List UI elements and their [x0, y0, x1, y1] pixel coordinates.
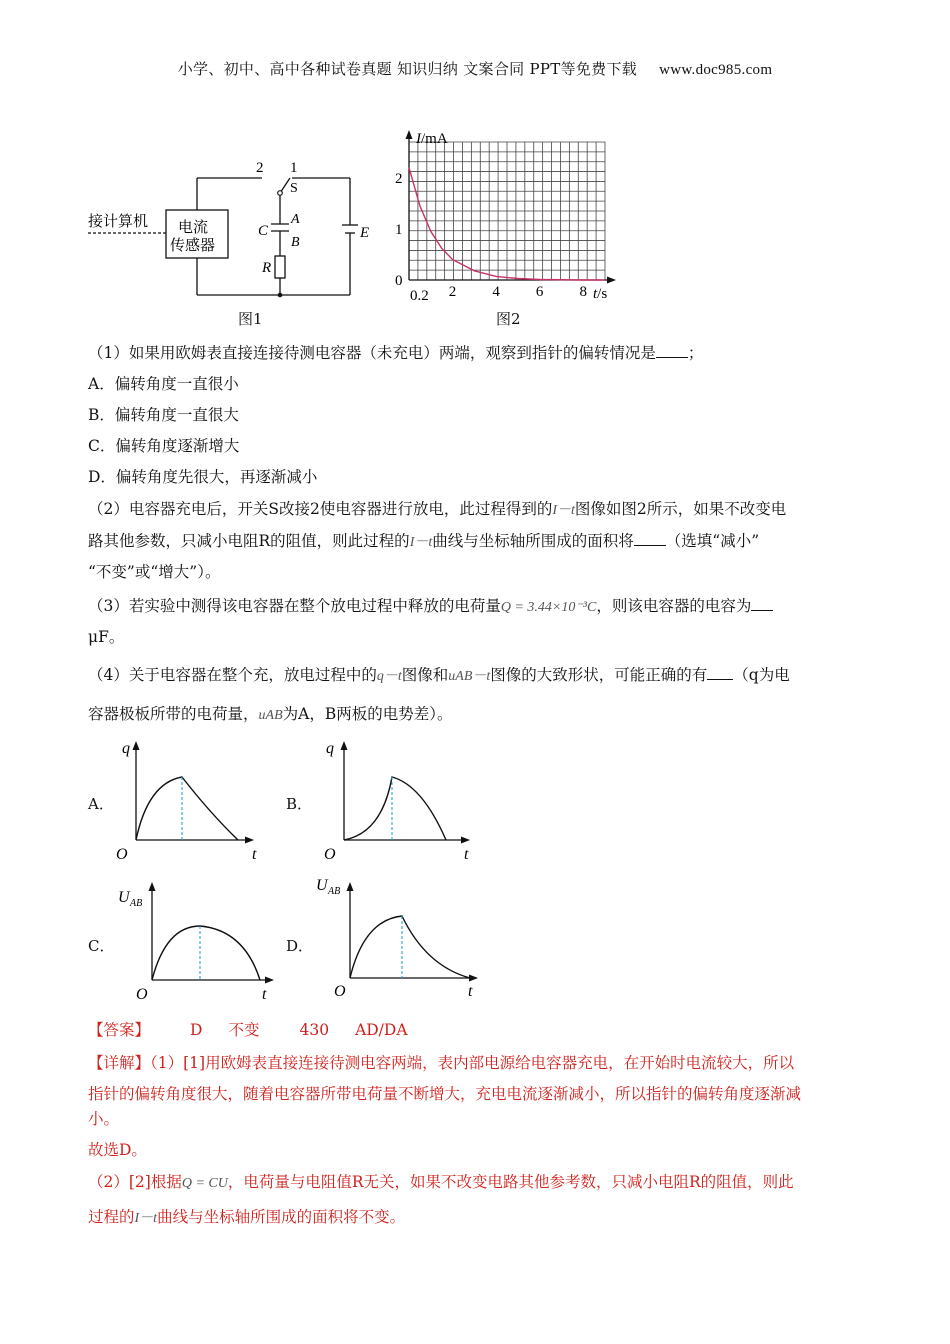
svg-text:q: q: [122, 740, 130, 757]
svg-text:q: q: [326, 740, 334, 757]
svg-text:AB: AB: [130, 898, 143, 909]
q1-option-d: D．偏转角度先很大，再逐渐减小: [88, 468, 318, 486]
q1-stem: （1）如果用欧姆表直接连接待测电容器（未充电）两端，观察到指针的偏转情况是: [88, 344, 656, 362]
switch-pivot: [278, 191, 283, 196]
detail-tag: 【详解】: [88, 1054, 151, 1072]
switch-pos-2: 2: [256, 160, 264, 176]
q1-answer-blank[interactable]: [656, 343, 688, 358]
q1-end: ；: [687, 344, 704, 362]
header-title: 小学、初中、高中各种试卷真题 知识归纳 文案合同 PPT等免费下载: [177, 60, 638, 78]
svg-text:U: U: [118, 889, 130, 906]
y-tick-label: 2: [395, 170, 403, 187]
computer-label: 接计算机: [88, 214, 149, 230]
answer-1: D: [190, 1021, 203, 1039]
question-3-line1: （3）若实验中测得该电容器在整个放电过程中释放的电荷量Q = 3.44×10⁻³C，则该电容器的电容为: [88, 591, 868, 623]
detail-line-6: 过程的I－t曲线与坐标轴所围成的面积将不变。: [88, 1208, 406, 1226]
detail-line-1: 【详解】（1）[1]用欧姆表直接连接待测电容两端，表内部电源给电容器充电，在开始时电流较大，所以: [88, 1054, 795, 1072]
svg-text:t: t: [464, 846, 469, 863]
svg-text:U: U: [316, 877, 328, 894]
graph-b[interactable]: [318, 735, 478, 865]
q1-option-a: A．偏转角度一直很小: [88, 375, 239, 393]
detail-line-5: （2）[2]根据Q = CU，电荷量与电阻值R无关，如果不改变电路其他参考数，只减小电阻R的阻值，则此: [88, 1173, 794, 1191]
q1-option-c: C．偏转角度逐渐增大: [88, 437, 240, 455]
graph-c[interactable]: [112, 870, 282, 1005]
capacitor-label: C: [258, 223, 269, 239]
page-header: [0, 58, 950, 79]
x-tick-label: 8: [579, 284, 587, 300]
sensor-label-2: 传感器: [170, 238, 216, 254]
question-2-line2: 路其他参数，只减小电阻R的阻值，则此过程的I－t曲线与坐标轴所围成的面积将 （选填“减小”: [88, 532, 760, 550]
graph-b-label[interactable]: B．: [286, 795, 313, 813]
q2-answer-blank[interactable]: [634, 531, 666, 546]
question-3-line2: μF。: [88, 628, 125, 646]
plate-a-label: A: [291, 212, 300, 227]
resistor: [275, 256, 285, 278]
graph-d[interactable]: [316, 870, 491, 1005]
svg-text:AB: AB: [328, 886, 341, 897]
x-axis-arrow: [607, 277, 616, 284]
y-axis-arrow: [406, 130, 413, 139]
graph-d-curve: [350, 916, 470, 978]
svg-text:t: t: [252, 846, 257, 863]
x-tick-label: 6: [535, 284, 544, 300]
q1-option-b: B．偏转角度一直很大: [88, 406, 239, 424]
question-1: [88, 338, 868, 369]
svg-text:O: O: [324, 846, 336, 863]
emf-label: E: [360, 225, 370, 241]
graph-a[interactable]: [110, 735, 260, 865]
detail-line-3: 小。: [88, 1110, 120, 1128]
switch-pos-1: 1: [290, 160, 298, 176]
answer-3: 430: [299, 1021, 330, 1039]
graph-c-label[interactable]: C．: [88, 937, 115, 955]
x-tick-label: 4: [492, 284, 500, 300]
answer-tag: 【答案】: [88, 1021, 151, 1039]
question-4-line1: （4）关于电容器在整个充，放电过程中的q－t图像和uAB－t图像的大致形状，可能正确的有 （q为电: [88, 666, 790, 684]
q3-answer-blank[interactable]: [751, 596, 773, 611]
x-tick-label: 2: [448, 284, 457, 300]
y-tick-label: 1: [395, 221, 403, 238]
x-tick-label: 0.2: [410, 288, 429, 304]
detail-line-4: 故选D。: [88, 1141, 147, 1159]
question-2-line3: “不变”或“增大”）。: [88, 563, 221, 581]
y-tick-label: 0: [395, 273, 403, 289]
svg-text:O: O: [136, 986, 148, 1003]
answer-4: AD/DA: [355, 1021, 408, 1039]
svg-text:t: t: [262, 986, 267, 1003]
answer-line: [88, 1015, 868, 1046]
graph-d-label[interactable]: D．: [286, 937, 314, 955]
x-axis-label: t/s: [593, 286, 608, 302]
resistor-label: R: [262, 260, 272, 276]
graph-b-curve: [344, 777, 446, 840]
graph-a-curve: [136, 777, 238, 840]
plate-b-label: B: [291, 235, 300, 250]
svg-text:O: O: [334, 983, 346, 1000]
graph-c-curve: [152, 926, 260, 980]
y-axis-label: I/mA: [416, 131, 448, 147]
detail-line-2: 指针的偏转角度很大，随着电容器所带电荷量不断增大，充电电流逐渐减小，所以指针的偏转角度逐渐减: [88, 1085, 802, 1103]
fig2-caption: 图2: [496, 310, 521, 328]
svg-text:t: t: [468, 983, 473, 1000]
q3-formula: Q = 3.44×10⁻³C: [500, 600, 597, 615]
junction-dot: [278, 293, 283, 298]
circuit-diagram: [80, 150, 380, 335]
svg-text:O: O: [116, 846, 128, 863]
current-time-chart: [388, 128, 628, 306]
header-url[interactable]: www.doc985.com: [659, 62, 773, 78]
question-2-line1: （2）电容器充电后，开关S改接2使电容器进行放电，此过程得到的I－t图像如图2所示，如果不改变电: [88, 500, 787, 518]
q4-answer-blank[interactable]: [707, 665, 733, 680]
question-4-line2: 容器极板所带的电荷量，uAB为A，B两板的电势差）。: [88, 705, 453, 723]
q2-it-formula: I－t: [552, 503, 575, 518]
sensor-label-1: 电流: [178, 220, 209, 236]
fig1-caption: 图1: [238, 310, 263, 328]
graph-a-label[interactable]: A．: [88, 795, 114, 813]
answer-2: 不变: [228, 1021, 260, 1039]
switch-label: S: [290, 181, 298, 196]
